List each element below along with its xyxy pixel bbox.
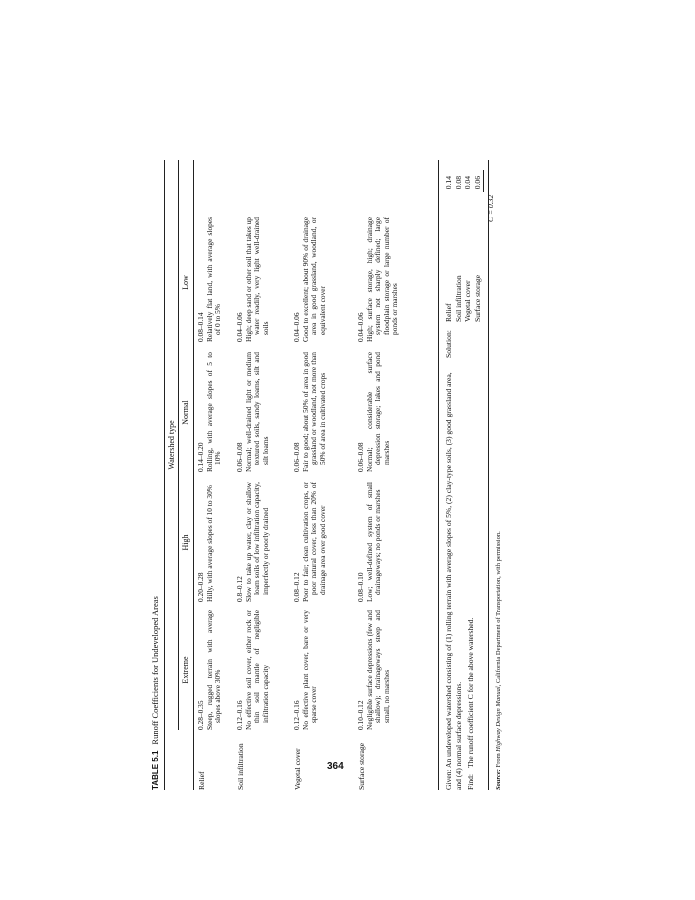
cell-relief-high: 0.20–0.28 Hilly, with average slopes of 10 to 30% [196,485,214,602]
group-rule [178,160,179,730]
row-label-surface-storage: Surface storage [357,742,366,790]
given-label: Given: [444,769,453,790]
solution-row: Relief 0.14 [444,176,453,322]
solution-rows [444,162,495,322]
solution-total: C = 0.32 [486,194,495,222]
bottom-rule [438,160,439,790]
table-number: TABLE 5.1 [151,750,160,790]
find-text: The runoff coefficient C for the above watershed. [466,617,475,768]
solution-sum-line [483,170,484,192]
source-pre: From [495,753,502,768]
table-caption: Runoff Coefficients for Undeveloped Areas [150,596,160,745]
cell-storage-low: 0.04–0.06 High; surface storage, high; drainage system not sharply defined; large floodplain storage or large number of ponds or marshes [356,217,400,342]
cell-soil-extreme: 0.12–0.16 No effective soil cover, either rock or thin soil mantle of negligible infiltration capacity [235,610,270,730]
rotated-table-page [150,160,510,790]
solution-row: Surface storage 0.06 [472,176,482,322]
cell-relief-extreme: 0.28–0.35 Steep, rugged terrain with average slopes above 30% [196,610,223,730]
cell-vegetal-extreme: 0.12–0.16 No effective plant cover, bare or very sparse cover [292,610,319,730]
cell-storage-high: 0.08–0.10 Low; well-defined system of small drainageways; no ponds or marshes [356,482,383,602]
row-label-vegetal-cover: Vegetal cover [293,748,302,790]
col-header-low: Low [181,275,190,290]
cell-vegetal-low: 0.04–0.06 Good to excellent; about 90% of drainage area in good grassland, woodland, or equivalent cover [292,217,327,342]
solution-label: Solution: [444,330,453,358]
col-header-normal: Normal [181,400,190,425]
group-header: Watershed type [167,420,176,470]
col-header-extreme: Extreme [181,656,190,684]
row-label-soil-infiltration: Soil infiltration [236,743,245,790]
cell-storage-normal: 0.06–0.08 Normal; considerable surface depression storage; lakes and pond marshes [356,352,391,472]
find-label: Find: [466,773,475,790]
header-rule [193,160,194,790]
cell-vegetal-high: 0.08–0.12 Poor to fair; clean cultivation crops, or poor natural cover, less than 20% of drainage area over good cover [292,482,327,602]
col-header-high: High [181,534,190,551]
top-rule [164,160,165,790]
source-title: Highway Design Manual, [495,684,502,752]
solution-row: Vegetal cover 0.04 [463,176,472,322]
source-post: California Department of Transportation, with permission. [495,531,502,684]
solution-row: Soil infiltration 0.08 [453,176,463,322]
given-block [444,370,463,790]
page-number: 364 [327,761,344,772]
source-note [495,531,502,790]
cell-storage-extreme: 0.10–0.12 Negligible surface depressions (few and shallow); drainageways steep and small, no marshes [356,610,391,730]
cell-vegetal-normal: 0.06–0.08 Fair to good; about 50% of area in good grassland or woodland, not more than 50% of area in cultivated crops [292,352,327,472]
find-block [466,370,476,790]
given-text: An undeveloped watershed consisting of (1) rolling terrain with average slopes of 5%, (2) clay-type soils, (3) good grassland area, and (4) normal surface depressions. [444,372,463,790]
source-rule [488,160,489,790]
row-label-relief: Relief [197,771,206,790]
source-label: Source: [495,769,502,790]
cell-relief-low: 0.08–0.14 Relatively flat land, with average slopes of 0 to 5% [196,217,223,342]
cell-soil-normal: 0.06–0.08 Normal; well-drained light or medium textured soils, sandy loams, silt and silt loams [235,352,270,472]
cell-soil-low: 0.04–0.06 High; deep sand or other soil that takes up water readily, very light well-drained soils [235,217,270,342]
cell-soil-high: 0.8–0.12 Slow to take up water, clay or shallow loam soils of low infiltration capacity, imperfectly or poorly drained [235,482,270,602]
table-title [150,596,160,790]
cell-relief-normal: 0.14–0.20 Rolling, with average slopes of 5 to 10% [196,352,223,472]
